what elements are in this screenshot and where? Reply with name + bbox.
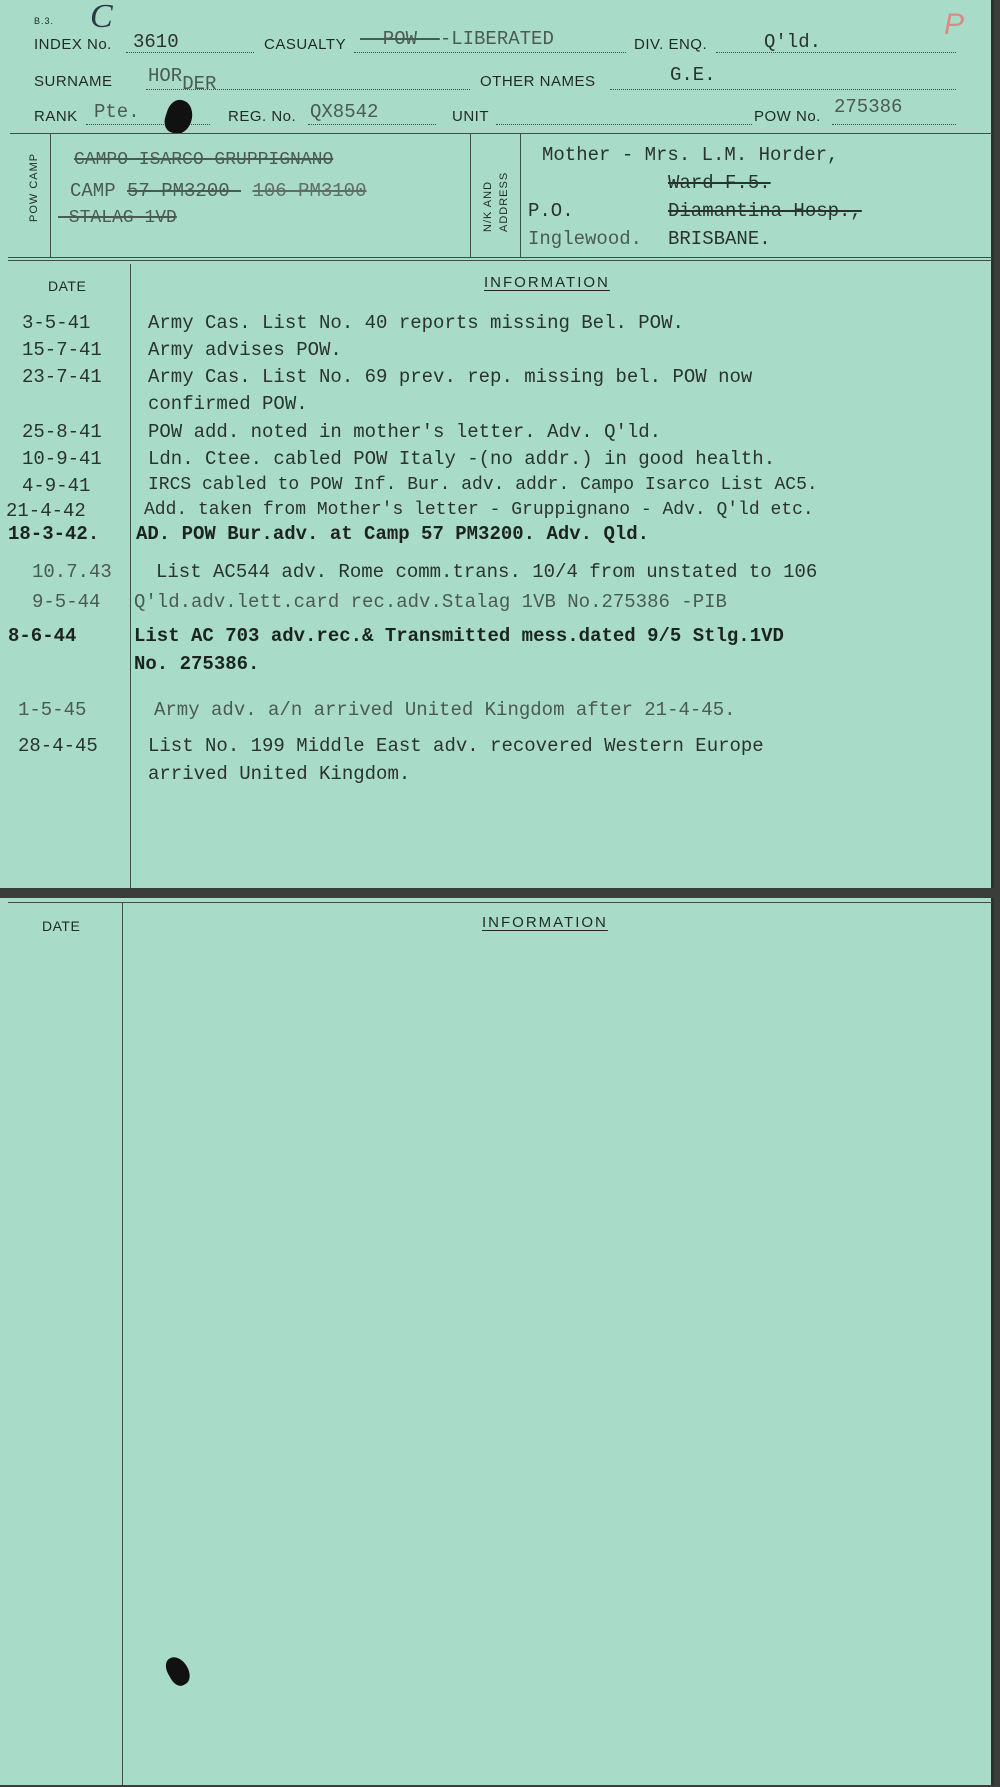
date-column-divider [130, 264, 131, 888]
entry-date: 25-8-41 [22, 421, 102, 443]
back-info-header: INFORMATION [482, 914, 608, 931]
entry-text: Army Cas. List No. 69 prev. rep. missing bel. POW now [148, 366, 753, 388]
entry-text-continued: No. 275386. [134, 653, 260, 675]
nk-right-divider [520, 133, 521, 257]
entry-date: 23-7-41 [22, 366, 102, 388]
address-line-4-city: BRISBANE. [668, 228, 771, 250]
rank-dots [86, 124, 210, 125]
date-header: DATE [48, 278, 87, 294]
address-line-2: Ward-F.5. [668, 172, 771, 194]
entry-date: 1-5-45 [18, 699, 87, 721]
entry-date: 18-3-42. [8, 523, 100, 545]
rank-label: RANK [34, 108, 78, 125]
nk-left-divider [470, 133, 471, 257]
entry-text: Army Cas. List No. 40 reports missing Bel. POW. [148, 312, 684, 334]
address-line-4-town: Inglewood. [528, 228, 643, 250]
div-enq-label: DIV. ENQ. [634, 36, 708, 53]
record-card-front [0, 0, 994, 888]
entry-text: List AC 703 adv.rec.& Transmitted mess.dated 9/5 Stlg.1VD [134, 625, 784, 647]
other-names-value: G.E. [670, 64, 716, 86]
entry-text: Army adv. a/n arrived United Kingdom after 21-4-45. [154, 699, 736, 721]
surname-part-a: HOR [148, 65, 183, 87]
pow-camp-label: POW CAMP [28, 152, 40, 222]
corner-p-mark: P [944, 8, 965, 41]
entry-text: Q'ld.adv.lett.card rec.adv.Stalag 1VB No.275386 -PIB [134, 591, 727, 613]
info-table-top-rule [8, 257, 992, 261]
form-code: B.3. [34, 16, 55, 26]
entry-date: 15-7-41 [22, 339, 102, 361]
back-ink-blot [162, 1653, 194, 1689]
entry-date: 4-9-41 [22, 475, 91, 497]
record-card-back [0, 898, 994, 1785]
div-enq-dots [716, 52, 956, 53]
entry-text: POW add. noted in mother's letter. Adv. Q'ld. [148, 421, 662, 443]
camp-line-2-camp57: 57-PM3200- [127, 180, 242, 202]
entry-date: 9-5-44 [32, 591, 101, 613]
casualty-value [360, 28, 554, 50]
reg-no-label: REG. No. [228, 108, 297, 125]
index-value: 3610 [133, 31, 179, 53]
back-date-column-divider [122, 902, 123, 1785]
casualty-current: -LIBERATED [439, 28, 554, 50]
camp-line-2 [70, 180, 366, 202]
div-enq-value: Q'ld. [764, 31, 822, 53]
back-top-rule [8, 902, 992, 903]
ink-blot [161, 97, 196, 137]
address-line-3-hosp: Diamantina-Hosp., [668, 200, 862, 222]
camp-line-2-camp106: 106 PM3100 [252, 180, 367, 202]
nk-label-line-2: ADDRESS [498, 171, 510, 232]
entry-text-continued: arrived United Kingdom. [148, 763, 411, 785]
entry-text: IRCS cabled to POW Inf. Bur. adv. addr. Campo Isarco List AC5. [148, 475, 818, 495]
entry-text: List No. 199 Middle East adv. recovered Western Europe [148, 735, 764, 757]
pencil-c-mark: C [90, 0, 113, 35]
surname-label: SURNAME [34, 73, 113, 90]
entry-date: 8-6-44 [8, 625, 77, 647]
rank-value: Pte. [94, 101, 140, 123]
unit-dots [496, 124, 752, 125]
entry-text: AD. POW Bur.adv. at Camp 57 PM3200. Adv. Qld. [136, 523, 650, 545]
address-line-3-po: P.O. [528, 200, 574, 222]
reg-no-value: QX8542 [310, 101, 379, 123]
other-names-label: OTHER NAMES [480, 73, 596, 90]
entry-text: List AC544 adv. Rome comm.trans. 10/4 from unstated to 106 [156, 561, 818, 583]
back-date-header: DATE [42, 918, 81, 934]
nk-label-line-1: N/K AND [482, 180, 494, 232]
other-names-dots [610, 89, 956, 90]
unit-label: UNIT [452, 108, 489, 125]
casualty-struck: --POW-- [360, 28, 440, 50]
entry-date: 10.7.43 [32, 561, 112, 583]
pow-no-value: 275386 [834, 96, 903, 118]
address-line-1: Mother - Mrs. L.M. Horder, [542, 144, 839, 166]
entry-date: 3-5-41 [22, 312, 91, 334]
camp-line-2-prefix: CAMP [70, 180, 128, 202]
index-label: INDEX No. [34, 36, 112, 53]
entry-text: Army advises POW. [148, 339, 342, 361]
surname-value [148, 65, 217, 95]
info-header: INFORMATION [484, 274, 610, 291]
entry-text: Add. taken from Mother's letter - Gruppignano - Adv. Q'ld etc. [144, 500, 814, 520]
entry-date: 28-4-45 [18, 735, 98, 757]
pow-no-label: POW No. [754, 108, 821, 125]
entry-text-continued: confirmed POW. [148, 393, 308, 415]
camp-line-1: CAMPO ISARCO GRUPPIGNANO [74, 150, 334, 170]
casualty-dots [354, 52, 626, 53]
pow-no-dots [832, 124, 956, 125]
surname-part-b: DER [182, 73, 217, 95]
casualty-label: CASUALTY [264, 36, 347, 53]
camp-box-top-rule [10, 133, 992, 134]
entry-text: Ldn. Ctee. cabled POW Italy -(no addr.) in good health. [148, 448, 776, 470]
camp-label-divider [50, 133, 51, 257]
reg-no-dots [308, 124, 436, 125]
entry-date: 10-9-41 [22, 448, 102, 470]
camp-line-3: -STALAG 1VD [58, 208, 177, 228]
entry-date: 21-4-42 [6, 500, 86, 522]
